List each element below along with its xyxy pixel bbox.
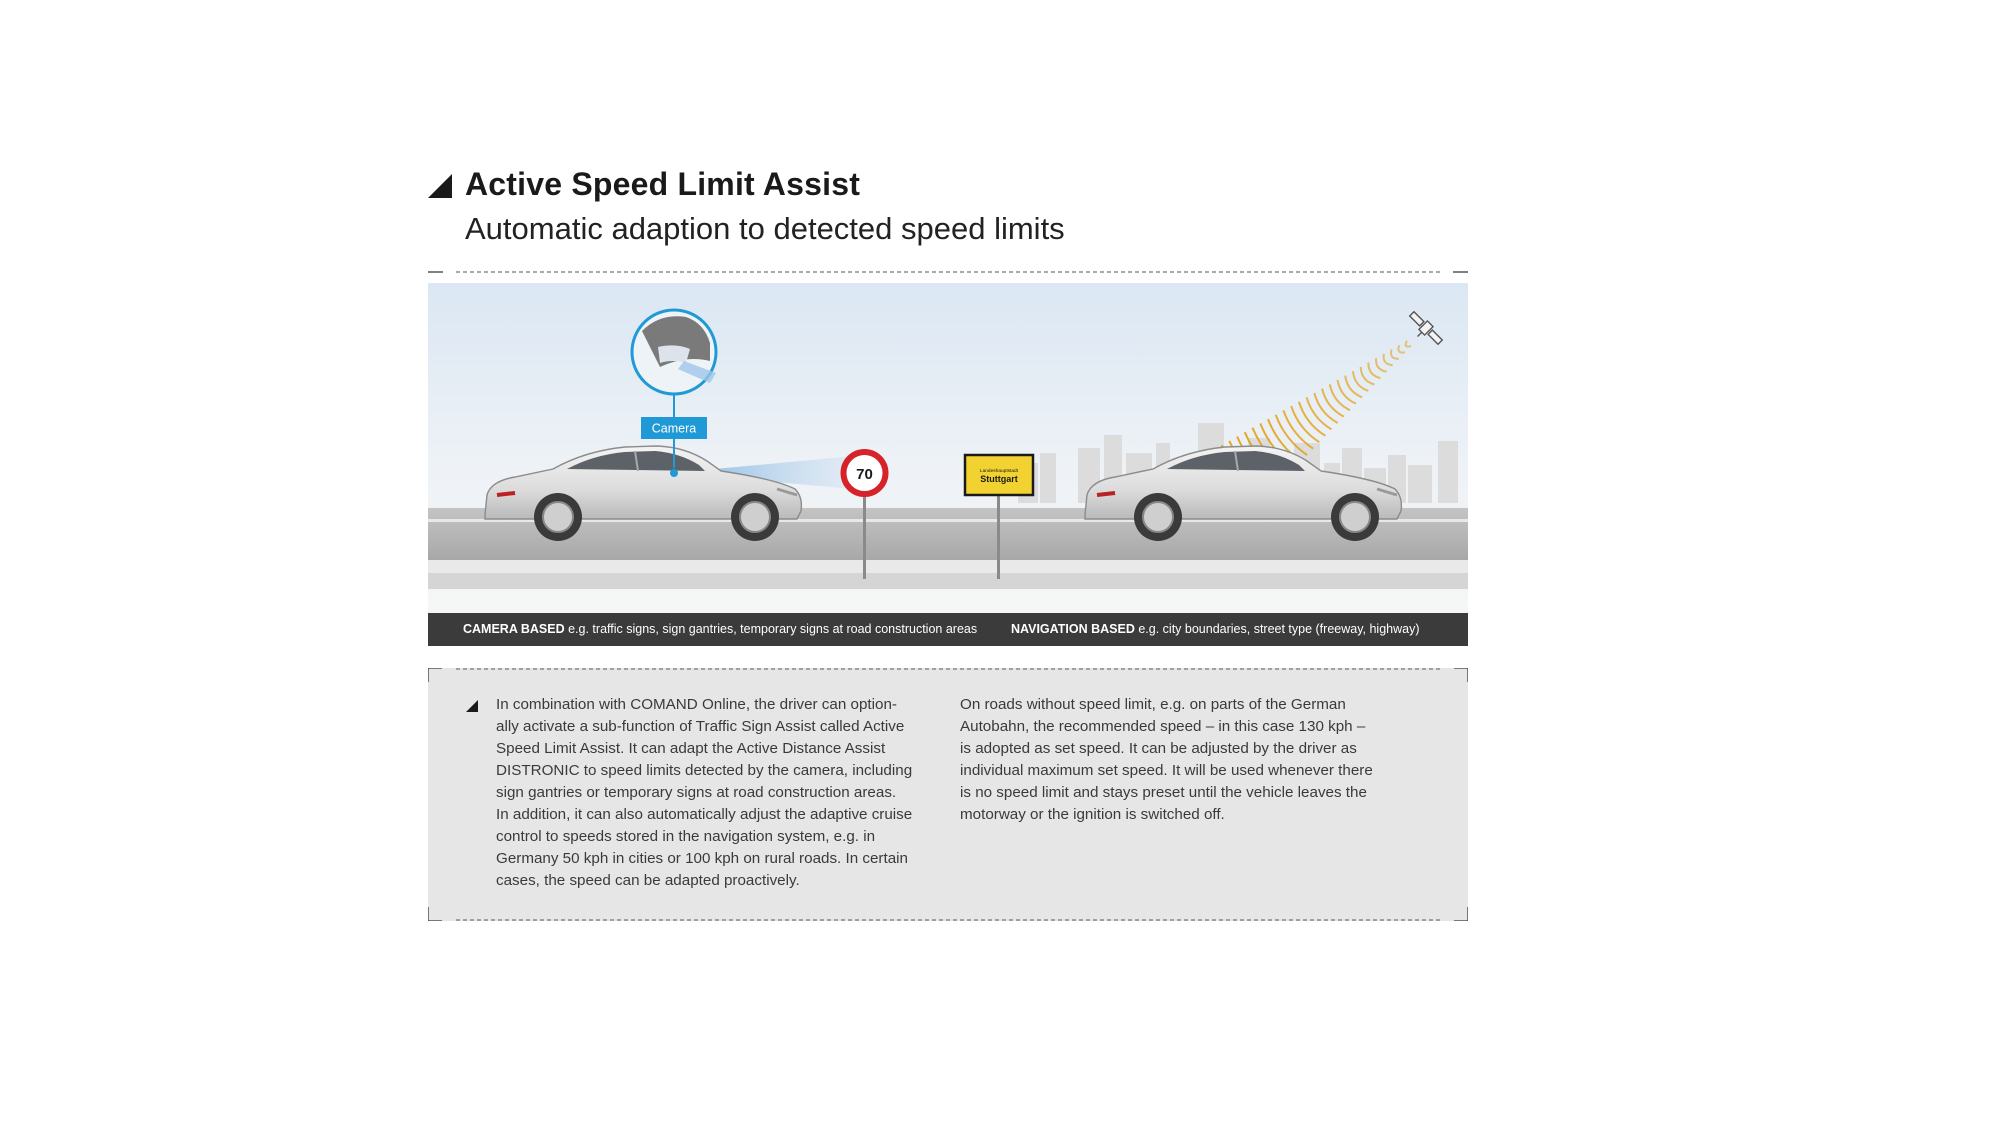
description-line: motorway or the ignition is switched off. [960,806,1225,823]
description-line: DISTRONIC to speed limits detected by the camera, including [496,762,913,779]
description-left-column [496,694,946,892]
town-sign-small-text: Landeshauptstadt [979,469,1019,474]
description-right-column [960,694,1410,826]
caption-navigation-based-label: NAVIGATION BASED [1011,622,1135,636]
description-line: Autobahn, the recommended speed – in this case 130 kph – [960,718,1366,735]
description-box [428,668,1468,921]
triangle-marker-icon [428,174,452,198]
description-line: On roads without speed limit, e.g. on parts of the German [960,696,1346,713]
bullet-triangle-icon [466,700,478,712]
description-line: ally activate a sub-function of Traffic Sign Assist called Active [496,718,905,735]
caption-camera-based-label: CAMERA BASED [463,622,565,636]
caption-navigation-based [1011,613,1420,646]
camera-label: Camera [651,421,697,436]
caption-camera-based-text: e.g. traffic signs, sign gantries, temporary signs at road construction areas [568,622,978,636]
caption-bar [428,613,1468,646]
description-line: control to speeds stored in the navigation system, e.g. in [496,828,876,845]
description-line: In addition, it can also automatically adjust the adaptive cruise [496,806,913,823]
description-line: Germany 50 kph in cities or 100 kph on rural roads. In certain [496,850,908,867]
description-line: is no speed limit and stays preset until the vehicle leaves the [960,784,1367,801]
description-line: is adopted as set speed. It can be adjusted by the driver as [960,740,1357,757]
page-subtitle: Automatic adaption to detected speed limits [465,211,1065,246]
illustration [428,283,1468,619]
speed-limit-value: 70 [856,466,873,483]
road-edge [428,573,1468,589]
description-line: cases, the speed can be adapted proactively. [496,872,800,889]
town-sign-name: Stuttgart [980,474,1018,484]
caption-camera-based [463,613,977,646]
top-divider [428,269,1468,275]
description-line: Speed Limit Assist. It can adapt the Active Distance Assist [496,740,886,757]
description-line: In combination with COMAND Online, the driver can option- [496,696,897,713]
caption-navigation-based-text: e.g. city boundaries, street type (freeway, highway) [1138,622,1420,636]
road-shoulder [428,560,1468,573]
description-line: sign gantries or temporary signs at road construction areas. [496,784,897,801]
page-title: Active Speed Limit Assist [465,166,861,202]
description-line: individual maximum set speed. It will be used whenever there [960,762,1373,779]
